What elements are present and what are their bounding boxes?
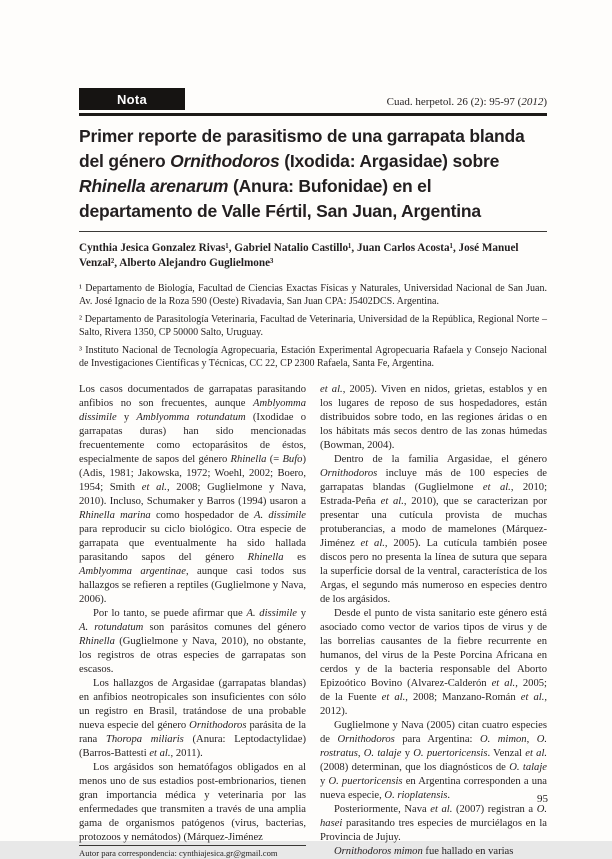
body-paragraph: Guglielmone y Nava (2005) citan cuatro especies de Ornithodoros para Argentina: O. mimon, O. rostratus, O. talaje y O. puertoricensis. Venzal et al. (2008) determinan, que los diagnósticos de O. talaje y O. puertoricensis en Argentina corresponden a una nueva especie, O. rioplatensis. xyxy=(320,720,548,802)
journal-reference: Cuad. herpetol. 26 (2): 95-97 (2012) xyxy=(386,96,547,108)
body-paragraph: Los casos documentados de garrapatas parasitando anfibios no son frecuentes, aunque Amblyomma dissimile y Amblyomma rotundatum (Ixodidae o garrapatas duras) han sido mencionadas frecuentemente como ectoparásitos de éstos, especialmente de sapos del género Rhinella (= Bufo) (Adis, 1981; Jakowska, 1972; Woehl, 2002; Boero, 1954; Smith et al., 2008; Guglielmone y Nava, 2010). Incluso, Schumaker y Barros (1994) usaron a Rhinella marina como hospedador de A. dissimile para reproducir su ciclo biológico. Otra especie de garrapata que eventualmente ha sido hallada parasitando sapos del género Rhinella es Amblyomma argentinae, aunque casi todos sus hallazgos se refieren a reptiles (Guglielmone y Nava, 2006). xyxy=(79,384,307,606)
correspondence-block xyxy=(79,845,306,859)
affiliation-1: ¹ Departamento de Biología, Facultad de Ciencias Exactas Físicas y Naturales, Universidad Nacional de San Juan. Av. José Ignacio de la Roza 590 (Oeste) Rivadavia, San Juan CPA: J5402DCS. Argentina. xyxy=(79,283,547,308)
body-columns xyxy=(79,383,548,859)
body-paragraph: Posteriormente, Nava et al. (2007) registran a O. hasei parasitando tres especies de murciélagos en la Provincia de Jujuy. xyxy=(320,804,547,844)
body-paragraph: et al., 2005). Viven en nidos, grietas, establos y en los lugares de reposo de sus hospedadores, están distribuidos sobre todo, en las regiones áridas o en los hábitats más secos dentro de las zonas húmedas (Bowman, 2004). xyxy=(320,384,547,452)
affiliation-3: ³ Instituto Nacional de Tecnología Agropecuaria, Estación Experimental Agropecuaria Rafaela y Consejo Nacional de Investigaciones Científicas y Técnicas, CC 22, CP 2300 Rafaela, Santa Fe, Argentina. xyxy=(79,344,547,370)
body-paragraph: Los hallazgos de Argasidae (garrapatas blandas) en anfibios neotropicales son insuficientes con sólo un registro en Brasil, tratándose de una probable nueva especie del género Ornithodoros parásita de la rana Thoropa miliaris (Anura: Leptodactylidae) (Barros-Battesti et al., 2011). xyxy=(79,678,307,760)
body-paragraph: Los argásidos son hematófagos obligados en al menos uno de sus estadios post-embrionarios, tienen gran importancia médica y veterinaria por las enfermedades que transmiten a través de una amplia gama de organismos patógenos (virus, bacterias, protozoos y nemátodos) (Márquez-Jiménez xyxy=(79,762,306,844)
body-paragraph: Desde el punto de vista sanitario este género está asociado como vector de varios tipos de virus y de las borrelias causantes de la fiebre recurrente en humanos, del virus de la Peste Porcina Africana en cerdos y de la bacteria responsable del Aborto Epizoótico Bovino (Alvarez-Calderón et al., 2005; de la Fuente et al., 2008; Manzano-Román et al., 2012). xyxy=(320,608,547,718)
affiliations-block xyxy=(79,282,547,370)
footnote-rule xyxy=(79,845,306,846)
affiliation-2: ² Departamento de Parasitología Veterinaria, Facultad de Veterinaria, Universidad de la República, Regional Norte – Salto, Rivera 1350, CP 50000 Salto, Uruguay. xyxy=(79,313,547,339)
header-rule xyxy=(79,113,547,116)
page-number: 95 xyxy=(537,793,548,805)
authors-line: Cynthia Jesica Gonzalez Rivas¹, Gabriel Natalio Castillo¹, Juan Carlos Acosta¹, José Manuel Venzal², Alberto Alejandro Guglielmone³ xyxy=(79,242,519,269)
note-badge xyxy=(79,88,185,110)
title-rule xyxy=(79,231,547,232)
article-title: Primer reporte de parasitismo de una garrapata blanda del género Ornithodoros (Ixodida: Argasidae) sobre Rhinella arenarum (Anura: Bufonidae) en el departamento de Valle Fértil, San Juan, Argentina xyxy=(79,126,525,221)
body-paragraph: Por lo tanto, se puede afirmar que A. dissimile y A. rotundatum son parásitos comunes del género Rhinella (Guglielmone y Nava, 2010), no obstante, los registros de otras especies de garrapatas son escasos. xyxy=(79,608,306,676)
page-header xyxy=(79,88,547,110)
body-paragraph: Ornithodoros mimon fue hallado en varias xyxy=(334,846,514,858)
right-column xyxy=(320,383,548,858)
left-column xyxy=(79,383,307,859)
body-paragraph: Dentro de la familia Argasidae, el género Ornithodoros incluye más de 100 especies de garrapatas blandas (Guglielmone et al., 2010; Estrada-Peña et al., 2010), que se caracterizan por presentar una cutícula provista de muchas protuberancias, a modo de mamelones (Márquez-Jiménez et al., 2005). La cutícula también posee discos pero no presenta la línea de sutura que separa la superficie dorsal de la ventral, característica de los Argas, el segundo más numeroso en especies dentro de los argásidos. xyxy=(320,454,548,606)
note-badge-label: Nota xyxy=(116,91,148,107)
correspondence-note: Autor para correspondencia: cynthiajesica.gr@gmail.com xyxy=(79,848,278,859)
